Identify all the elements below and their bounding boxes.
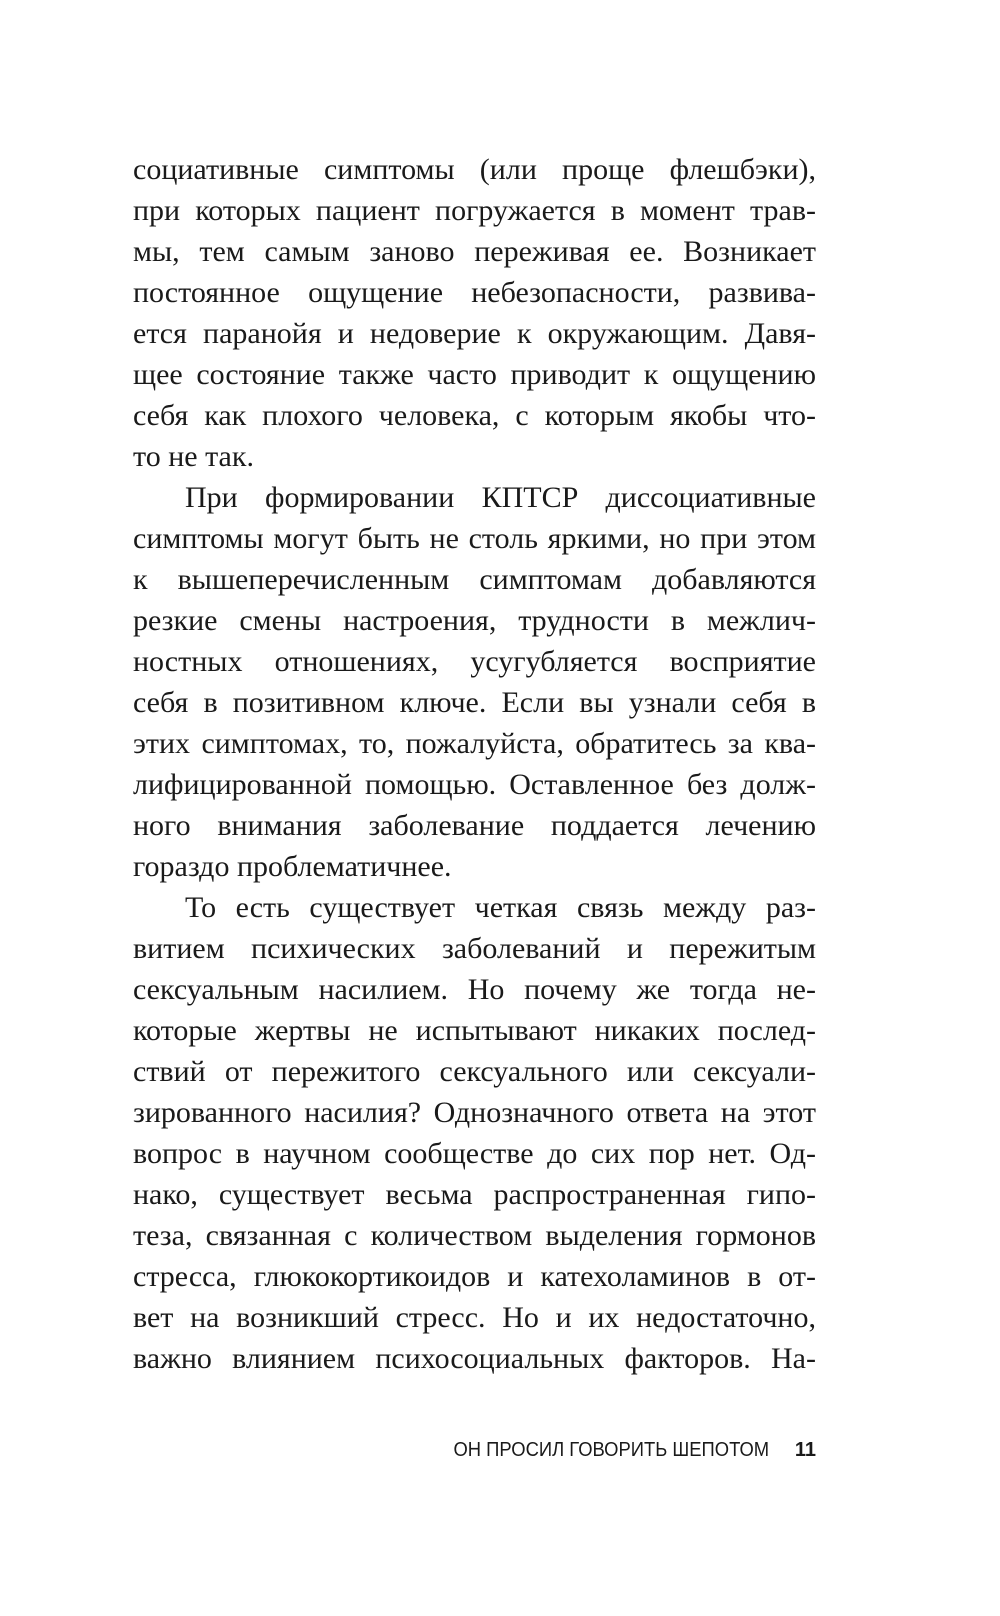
text-line: при которых пациент погружается в момент трав- — [133, 194, 816, 227]
text-line: витием психических заболеваний и пережитым — [133, 932, 816, 965]
text-line: ствий от пережитого сексуального или сексуали- — [133, 1055, 816, 1088]
text-line: гораздо проблематичнее. — [133, 850, 452, 883]
text-line: то не так. — [133, 440, 254, 473]
page-body-text — [133, 149, 816, 1379]
text-line: этих симптомах, то, пожалуйста, обратитесь за ква- — [133, 727, 816, 760]
text-line: вет на возникший стресс. Но и их недостаточно, — [133, 1301, 816, 1334]
text-line: социативные симптомы (или проще флешбэки), — [133, 153, 816, 186]
text-line: ного внимания заболевание поддается лечению — [133, 809, 816, 842]
text-line: ется паранойя и недоверие к окружающим. Давя- — [133, 317, 816, 350]
page-number: 11 — [794, 1439, 816, 1461]
text-line: резкие смены настроения, трудности в межлич- — [133, 604, 816, 637]
text-line: к вышеперечисленным симптомам добавляются — [133, 563, 816, 596]
text-line: мы, тем самым заново переживая ее. Возникает — [133, 235, 816, 268]
text-line: постоянное ощущение небезопасности, развива- — [133, 276, 816, 309]
text-line: При формировании КПТСР диссоциативные — [185, 481, 816, 514]
text-line: себя как плохого человека, с которым якобы что- — [133, 399, 816, 432]
text-line: нако, существует весьма распространенная гипо- — [133, 1178, 816, 1211]
text-line: теза, связанная с количеством выделения гормонов — [133, 1219, 816, 1252]
text-line: ностных отношениях, усугубляется восприятие — [133, 645, 816, 678]
text-line: себя в позитивном ключе. Если вы узнали себя в — [133, 686, 816, 719]
text-line: которые жертвы не испытывают никаких послед- — [133, 1014, 816, 1047]
page-footer — [133, 1435, 816, 1465]
text-line: лифицированной помощью. Оставленное без долж- — [133, 768, 816, 801]
text-line: зированного насилия? Однозначного ответа на этот — [133, 1096, 816, 1129]
running-title: ОН ПРОСИЛ ГОВОРИТЬ ШЕПОТОМ — [453, 1439, 769, 1461]
text-line: щее состояние также часто приводит к ощущению — [133, 358, 816, 391]
text-line: То есть существует четкая связь между раз- — [185, 891, 816, 924]
text-line: симптомы могут быть не столь яркими, но при этом — [133, 522, 816, 555]
text-line: сексуальным насилием. Но почему же тогда не- — [133, 973, 816, 1006]
text-line: вопрос в научном сообществе до сих пор нет. Од- — [133, 1137, 816, 1170]
text-line: стресса, глюкокортикоидов и катехоламинов в от- — [133, 1260, 816, 1293]
text-line: важно влиянием психосоциальных факторов. На- — [133, 1342, 816, 1375]
